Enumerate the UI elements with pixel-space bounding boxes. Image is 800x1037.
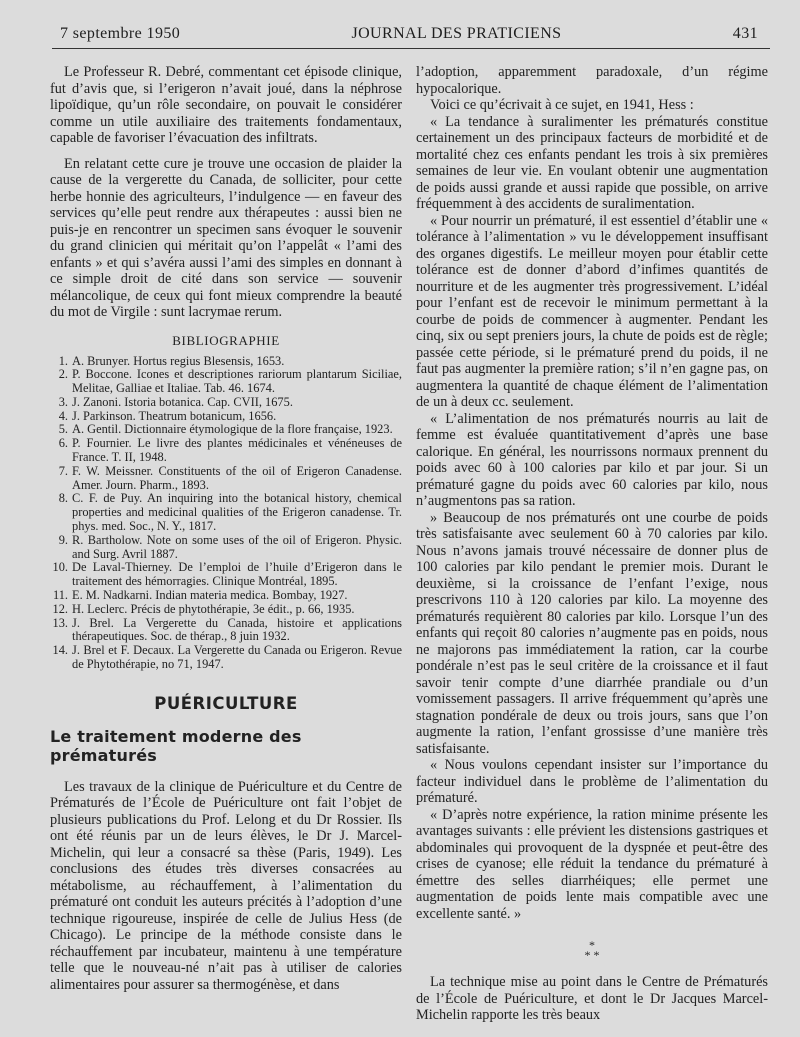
bibliography-entry: 1. A. Brunyer. Hortus regius Blesensis, 1653. [58,353,285,368]
separator-star: * [589,938,595,952]
left-column [50,64,402,1032]
bibliography-entry: 2. P. Boccone. Icones et descriptiones rariorum plantarum Siciliae, Melitae, Galliae et Italiae. Tab. 46. 1674. [58,367,402,396]
running-header [60,22,758,46]
bibliography-entry: 6. P. Fournier. Le livre des plantes médicinales et vénéneuses de France. T. II, 1948. [58,436,402,465]
bibliography-entry: 4. J. Parkinson. Theatrum botanicum, 1656. [58,408,277,423]
section-separator [416,940,768,960]
bibliography-entry: 14. J. Brel et F. Decaux. La Vergerette du Canada ou Erigeron. Revue de Phytothérapie, no 71, 1947. [52,643,402,672]
bibliography-entry: 10. De Laval-Thierney. De l’emploi de l’huile d’Erigeron dans le traitement des hémorragies. Clinique Montréal, 1895. [52,560,402,589]
quote-paragraph: « La tendance à suralimenter les prématurés constitue certainement un des principaux facteurs de morbidité et de mortalité chez ces enfants pendant les trois à six premières semaines de leur vie. En voulant obtenir une augmentation de poids aussi grande et aussi rapide que possible, on arrive fréquemment à des accidents de suralimentation. [416,113,768,212]
quote-paragraph: « Pour nourrir un prématuré, il est essentiel d’établir une « tolérance à l’alimentation » vu le développement insuffisant des organes digestifs. Le meilleur moyen pour établir cette tolérance est de donner d’abord d’infimes quantités de nourriture et de les augmenter très progressivement. L’idéal pour l’enfant est de recevoir le minimum permettant à la courbe de poids de commencer à augmenter. Pendant les cinq, six ou sept preniers jours, la chute de poids est de règle; passée cette période, si le prématuré prend du poids, il ne faut pas augmenter la première ration; s’il n’en gagne pas, on augmentera la quantité de chaque élément de l’alimentation de un à deux cc. seulement. [416,212,768,410]
header-rule [52,48,770,49]
bibliography-entry: 13. J. Brel. La Vergerette du Canada, histoire et applications thérapeutiques. Soc. de thérap., 8 juin 1932. [52,615,402,644]
header-date: 7 septembre 1950 [60,25,181,42]
quote-paragraph: » Beaucoup de nos prématurés ont une courbe de poids très satisfaisante avec seulement 60 à 70 calories par kilo. Nous n’avons jamais trouvé nécessaire de donner plus de 100 calories par kilo pendant le premier mois. Durant le deuxième, si la croissance de l’enfant l’exige, nous prescrivons 110 à 120 calories par kilo. La moyenne des prématurés requièrent 80 calories par kilo. Lorsque l’un des enfants qui reçoit 80 calories n’augmente pas en poids, nous ne majorons pas immédiatement la ration, car la courbe pondérale n’est pas le seul critère de la croissance et il faut savoir tenir compte d’une diarrhée prandiale ou d’un vomissement passagers. Il arrive fréquemment qu’après une stagnation pondérale de deux ou trois jours, sans que l’on augmente la ration, l’enfant grossisse d’une manière très satisfaisante. [416,509,768,757]
bibliography-entry: 7. F. W. Meissner. Constituents of the oil of Erigeron Canadense. Amer. Journ. Pharm., 1893. [58,463,402,492]
bibliography-list [50,355,402,672]
paragraph: Le Professeur R. Debré, commentant cet épisode clinique, fut d’avis que, si l’erigeron n’avait joué, dans la néphrose lipoïdique, qu’un rôle secondaire, on pouvait le considérer comme un utile auxiliaire des traitements fondamentaux, capable de favoriser l’évacuation des infiltrats. [50,64,402,146]
article-title: Le traitement moderne des prématurés [50,726,302,765]
paragraph: En relatant cette cure je trouve une occasion de plaider la cause de la vergerette du Canada, de solliciter, pour cette herbe honnie des agriculteurs, l’indulgence — en faveur des services qu’elle peut rendre aux thérapeutes : aussi bien ne puis-je en rencontrer un specimen sans évoquer le souvenir du grand clinicien qui méritait qu’on l’appelât « l’ami des enfants » et qui s’avéra aussi l’ami des simples en donnant à ce simple droit de cité dans son service — souvenir mélancolique, de ceux qui font mieux comprendre la beauté du mot de Virgile : sunt lacrymae rerum. [50,155,402,320]
bibliography-heading: BIBLIOGRAPHIE [172,332,280,348]
header-page-number: 431 [732,25,758,42]
bibliography-entry: 11. E. M. Nadkarni. Indian materia medica. Bombay, 1927. [52,588,348,603]
quote-paragraph: « Nous voulons cependant insister sur l’importance du facteur individuel dans le problème de l’alimentation du prématuré. [416,757,768,806]
quote-paragraph: « D’après notre expérience, la ration minime présente les avantages suivants : elle prévient les distensions gastriques et abdominales qui provoquent de la dyspnée et peut-être des crises de cyanose; elle réduit la tendance du prématuré à émettre des selles diarrhéiques; elle permet une augmentation de poids lente mais compatible avec une excellente santé. » [416,806,768,922]
paragraph: Voici ce qu’écrivait à ce sujet, en 1941, Hess : [430,97,694,113]
header-journal-title: JOURNAL DES PRATICIENS [351,25,562,42]
paragraph: l’adoption, apparemment paradoxale, d’un régime hypocalorique. [416,64,768,97]
bibliography-entry: 9. R. Bartholow. Note on some uses of the oil of Erigeron. Physic. and Surg. Avril 1887. [58,532,402,561]
bibliography-entry: 12. H. Leclerc. Précis de phytothérapie, 3e édit., p. 66, 1935. [52,601,355,616]
quote-paragraph: « L’alimentation de nos prématurés nourris au lait de femme est évaluée quantitativement d’après une base calorique. En général, les nourrissons normaux prennent du poids avec 60 à 100 calories par kilo et par jour. Si un prématuré gagne du poids avec 60 calories par kilo, nous n’augmentons pas sa ration. [416,410,768,509]
bibliography-entry: 5. A. Gentil. Dictionnaire étymologique de la flore française, 1923. [58,422,393,437]
paragraph: La technique mise au point dans le Centre de Prématurés de l’École de Puériculture, et dont le Dr Jacques Marcel-Michelin rapporte les très beaux [416,974,768,1023]
bibliography-entry: 8. C. F. de Puy. An inquiring into the botanical history, chemical properties and medicinal qualities of the Erigeron canadense. Tr. phys. med. Soc., N. Y., 1817. [58,491,402,534]
separator-stars: * * [584,948,600,962]
section-title: PUÉRICULTURE [154,693,298,713]
right-column [416,64,768,1032]
bibliography-entry: 3. J. Zanoni. Istoria botanica. Cap. CVII, 1675. [58,394,293,409]
paragraph: Les travaux de la clinique de Puériculture et du Centre de Prématurés de l’École de Puériculture ont fait l’objet de plusieurs publications du Prof. Lelong et du Dr Rossier. Ils ont été réunis par un de leurs élèves, le Dr J. Marcel-Michelin, qui leur a consacré sa thèse (Paris, 1949). Les conclusions des études très diverses consacrées au métabolisme, au réchauffement, à l’alimentation du prématuré ont conduit les auteurs précités à l’adoption d’une technique rigoureuse, inspirée de celle de Julius Hess (de Chicago). Le principe de la méthode consiste dans le réchauffement par incubateur, maintenu à une température telle que le nouveau-né n’ait pas à utiliser de calories alimentaires pour assurer sa thermogénèse, et dans [50,778,402,993]
